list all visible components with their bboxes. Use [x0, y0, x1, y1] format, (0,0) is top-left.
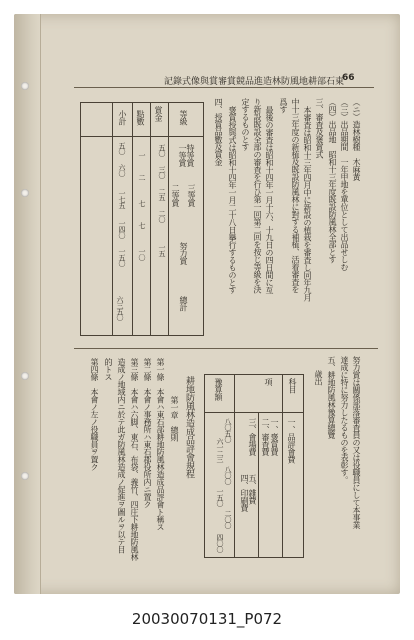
binding-hole — [21, 82, 29, 90]
binding-edge — [14, 14, 41, 594]
table-cell: 七 — [138, 200, 146, 206]
text-column: 達成に特に努力したるものを表彰す。 — [340, 356, 349, 484]
text-column: 中十三年度の新植及既設防風林に對する補植、活着審査を — [291, 98, 300, 293]
archive-id-caption: 20030070131_P072 — [131, 610, 283, 628]
article-text: 第四條 本會ノ左ノ役職員ヲ置ク — [90, 358, 99, 471]
text-column: （ニ）造林樹種 木麻黃 — [352, 98, 361, 181]
text-column: 定するものとす — [241, 98, 250, 151]
table-cell: 一 — [138, 152, 146, 158]
running-header: 記錄式像與賞審賞競品進造林防風地耕部石東 — [164, 77, 345, 87]
article-text: 第三條 本會ハ六脚、東石、布袋、義竹、四庄下耕地防風林 — [130, 358, 139, 561]
table-cell: 一、褒賞費 — [270, 418, 279, 456]
article-text: 的トス — [104, 358, 113, 381]
table-cell: 一等賞 — [178, 144, 187, 167]
binding-hole — [21, 189, 29, 197]
table-cell: 二、審査費 — [261, 418, 270, 456]
section-heading: 三、審査及褒賞式 — [315, 98, 324, 158]
text-column: （三）出品期間 一年甲地を單位として出品せしむ — [340, 98, 349, 271]
table-header: 賞金 — [154, 106, 163, 121]
section-divider — [74, 348, 378, 349]
table-cell: 二五 — [158, 188, 166, 200]
table-total: 四〇〇 — [216, 534, 224, 552]
table-header: 豫算額 — [214, 378, 223, 401]
binding-hole — [21, 372, 29, 380]
table-cell: 七 — [138, 222, 146, 228]
article-text: 造成ノ地域内ニ於テ此ガ防風林造成ノ促進ヲ圖ルヲ以テ目 — [117, 358, 126, 553]
budget-table — [204, 374, 304, 558]
page-number: 66 — [342, 73, 355, 83]
text-column: 本審査は昭和十三年四月中に新設の植栽を審査し同年九月 — [303, 106, 312, 301]
table-cell: 八〇〇 — [224, 466, 232, 484]
regulation-title: 耕地防風林造成品評會規程 — [184, 376, 194, 478]
table-cell: 二〇 — [158, 210, 166, 222]
table-cell: 六〇 — [118, 164, 126, 176]
table-header: 項 — [264, 378, 273, 386]
table-cell: 總計 — [179, 296, 188, 311]
table-cell: 一、品評會費 — [287, 418, 296, 463]
table-cell: 一五〇 — [118, 248, 126, 266]
table-cell: 六一二三 — [216, 438, 224, 462]
table-cell: 五〇 — [118, 142, 126, 154]
table-cell: 一五 — [158, 244, 166, 256]
text-column: 最後の審査は昭和十四年一月十六、十九日の四日間に亙 — [265, 106, 274, 294]
table-cell: 五、雜費 — [248, 474, 257, 504]
text-column: 爲す — [279, 98, 288, 113]
text-column: （四）出品地 昭和十三年度既設防風林全部とす — [328, 98, 337, 263]
table-cell: 二 — [138, 174, 146, 180]
chapter-heading: 第一章 總則 — [170, 396, 179, 441]
table-cell: 三等賞 — [187, 184, 196, 207]
table-cell: 一七五 — [118, 190, 126, 208]
table-cell: 努力賞 — [179, 242, 188, 265]
table-header: 小計 — [118, 110, 127, 125]
table-cell: 特等賞 — [186, 144, 195, 167]
table-cell: 一五〇 — [216, 488, 224, 506]
article-text: 第二條 本會ノ事務所ハ東石郡役所内ニ置ク — [143, 358, 152, 508]
table-cell: 四、印刷費 — [240, 474, 249, 512]
section-heading: 四、授賞品數及賞金 — [214, 98, 223, 166]
table-header: 點數 — [136, 110, 145, 125]
table-cell: 八〇五〇 — [224, 418, 232, 442]
text-column: 褒賞授與式は昭和十四年一月二十八日擧行するものとす — [228, 106, 237, 294]
table-cell: 二等賞 — [171, 184, 180, 207]
table-cell: 六三五〇 — [116, 296, 124, 320]
article-text: 第一條 本會ハ東石部耕地防風林造成品評會ト稱ス — [156, 358, 165, 531]
binding-hole — [21, 472, 29, 480]
table-cell: 五〇 — [158, 144, 166, 156]
text-column: り新設既設全部の審査を行ひ第一回第二回を按じ等級を決 — [253, 98, 262, 293]
document-page — [14, 14, 400, 594]
table-header: 等級 — [179, 110, 188, 125]
table-header: 科目 — [288, 378, 297, 393]
table-cell: 一〇 — [138, 248, 146, 260]
table-cell: 三、會場費 — [248, 418, 257, 456]
table-cell: 三〇 — [158, 166, 166, 178]
table-cell: 二〇〇 — [224, 510, 232, 528]
section-heading: 五、耕地防風林豫算總覽 — [327, 356, 336, 439]
text-column: 努力賞は關係部落審査員の又は役職員にして本事業 — [352, 356, 361, 529]
section-heading: 歳出 — [314, 370, 323, 385]
table-cell: 一四〇 — [118, 220, 126, 238]
header-rule — [74, 87, 374, 88]
